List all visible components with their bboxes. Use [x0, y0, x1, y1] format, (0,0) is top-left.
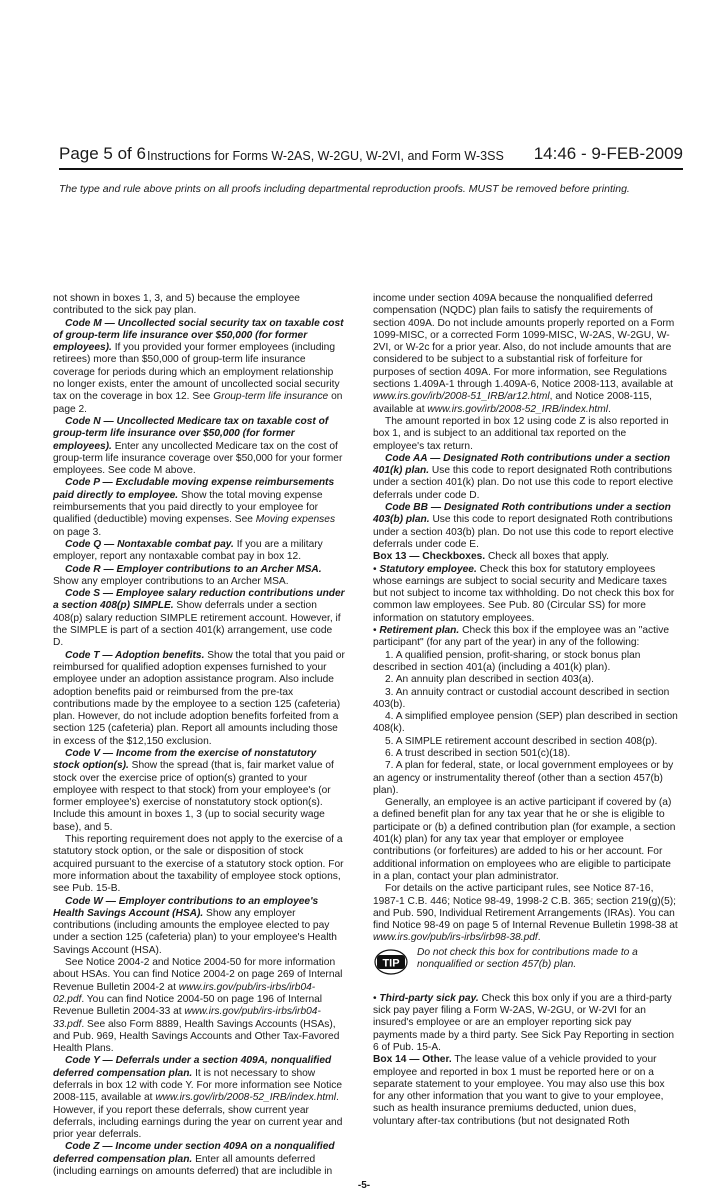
- paragraph: The amount reported in box 12 using code Z is also reported in box 1, and is subject to an additional tax reported on the employee's tax return.: [373, 415, 669, 452]
- paragraph: Generally, an employee is an active participant if covered by (a) a defined benefit plan for any tax year that he or she is eligible to participate or (b) a defined contribution plan (for example, a section 401(k) plan) for any tax year that employer or employee contributions (or forfeitures) are added to his or her account. For additional information on employees who are eligible to participate in a plan, contact your plan administrator.: [373, 797, 676, 882]
- list-item: 6. A trust described in section 501(c)(18).: [385, 747, 571, 759]
- box14-paragraph: Box 14 — Other. The lease value of a vehicle provided to your employee and reported in box 1 must be reported here or on a separate statement to your employee. You may also use this box for any other information that you want to give to your employee, such as health insurance premiums deducted, union dues, voluntary after-tax contributions (but not designated Roth: [373, 1054, 665, 1127]
- bullet-icon: •: [373, 992, 377, 1004]
- statutory-employee-paragraph: • Statutory employee. Check this box for statutory employees whose earnings are subject to social security and Medicare taxes but not subject to income tax withholding. Do not check this box for common law employees. See Pub. 80 (Circular SS) for more information on statutory employees.: [373, 563, 675, 624]
- tip-text: Do not check this box for contributions made to a nonqualified or section 457(b) plan.: [417, 946, 638, 971]
- list-item: 1. A qualified pension, profit-sharing, or stock bonus plan described in section 401(a) (including a 401(k) plan).: [373, 649, 641, 673]
- tip-label: TIP: [382, 957, 400, 970]
- link[interactable]: www.irs.gov/pub/irs-irbs/irb04-33.pdf: [53, 1006, 321, 1030]
- paragraph: This reporting requirement does not apply to the exercise of a statutory stock option, or the sale or disposition of stock acquired pursuant to the exercise of a statutory stock option. For more information about the taxability of employee stock options, see Pub. 15-B.: [53, 834, 344, 895]
- link[interactable]: www.irs.gov/irb/2008-52_IRB/index.html: [427, 403, 608, 415]
- list-item: 4. A simplified employee pension (SEP) plan described in section 408(k).: [373, 711, 678, 735]
- code-r-paragraph: Code R — Employer contributions to an Archer MSA. Show any employer contributions to an Archer MSA.: [53, 563, 322, 587]
- document-title: Instructions for Forms W-2AS, W-2GU, W-2VI, and Form W-3SS: [147, 149, 504, 163]
- page-header: [59, 140, 683, 170]
- tip-badge: [374, 949, 408, 975]
- code-v-paragraph: Code V — Income from the exercise of nonstatutory stock option(s). Show the spread (that is, fair market value of stock over the exercise price of option(s) granted to your employee with respect to that stock) from your employee's (or former employee's) exercise of nonstatutory stock option(s). Include this amount in boxes 1, 3 (up to social security wage base), and 5.: [53, 747, 334, 833]
- paragraph: For details on the active participant rules, see Notice 87-16, 1987-1 C.B. 446; Notice 98-49, 1998-2 C.B. 365; section 219(g)(5); and Pub. 590, Individual Retirement Arrangements (IRAs). You can find Notice 98-49 on page 5 of Internal Revenue Bulletin 1998-38 at www.irs.gov/pub/irs-irbs/irb98-38.pdf.: [373, 883, 678, 944]
- left-column: [53, 293, 345, 1178]
- paragraph: not shown in boxes 1, 3, and 5) because the employee contributed to the sick pay plan.: [53, 293, 300, 317]
- header-rule: [59, 168, 683, 170]
- paragraph: income under section 409A because the nonqualified deferred compensation (NQDC) plan fails to satisfy the requirements of section 409A. Do not include amounts properly reported on a Form 1099-MISC, or a corrected Form 1099-MISC, W-2AS, W-2GU, W-2VI, or W-2c for a prior year. Also, do not include amounts that are considered to be subject to a substantial risk of forfeiture for purposes of section 409A. For more information, see Regulations sections 1.409A-1 through 1.409A-6, Notice 2008-113, available at www.irs.gov/irb/2008-51_IRB/ar12.html, and Notice 2008-115, available at www.irs.gov/irb/2008-52_IRB/index.html.: [373, 293, 675, 415]
- link[interactable]: www.irs.gov/pub/irs-irbs/irb98-38.pdf: [373, 932, 538, 944]
- page-footer-number: -5-: [357, 1180, 371, 1191]
- code-t-paragraph: Code T — Adoption benefits. Show the total that you paid or reimbursed for qualified adoption expenses furnished to your employee under an adoption assistance program. Also include adoption benefits paid or reimbursed from the pre-tax contributions made by the employee to a section 125 (cafeteria) plan. However, do not include adoption benefits forfeited from a section 125 (cafeteria) plan. Report all amounts including those in excess of the $12,150 exclusion.: [53, 649, 345, 747]
- list-item: 7. A plan for federal, state, or local government employees or by an agency or instrumentality thereof (other than a section 457(b) plan).: [373, 760, 674, 796]
- link[interactable]: www.irs.gov/irb/2008-51_IRB/ar12.html: [373, 391, 550, 403]
- third-party-sick-pay-paragraph: • Third-party sick pay. Check this box only if you are a third-party sick pay payer filing a Form W-2AS, W-2GU, or W-2VI for an insured's employee or are an employer reporting sick pay payments made by a third party. See Sick Pay Reporting in section 6 of Pub. 15-A.: [373, 992, 675, 1053]
- code-m-paragraph: Code M — Uncollected social security tax on taxable cost of group-term life insurance over $50,000 (for former employees). If you provided your former employees (including retirees) more than $50,000 of group-term life insurance coverage for periods during which an employment relationship no longer exists, enter the amount of uncollected social security tax on the coverage in box 12. See Group-term life insurance on page 2.: [53, 317, 344, 415]
- code-aa-paragraph: Code AA — Designated Roth contributions under a section 401(k) plan. Use this code to report designated Roth contributions under a section 401(k) plan. Do not use this code to report elective deferrals under code D.: [373, 452, 674, 501]
- page-number: Page 5 of 6: [59, 144, 146, 163]
- code-q-paragraph: Code Q — Nontaxable combat pay. If you are a military employer, report any nontaxable combat pay in box 12.: [53, 538, 323, 563]
- proof-notice: The type and rule above prints on all proofs including departmental reproduction proofs. MUST be removed before printing.: [59, 183, 630, 195]
- code-bb-paragraph: Code BB — Designated Roth contributions under a section 403(b) plan. Use this code to report designated Roth contributions under a section 403(b) plan. Do not use this code to report elective deferrals under code E.: [373, 502, 674, 550]
- tip-icon: [373, 947, 409, 977]
- spacer: [373, 981, 678, 993]
- code-z-paragraph: Code Z — Income under section 409A on a nonqualified deferred compensation plan. Enter all amounts deferred (including earnings on amounts deferred) that are includible in: [53, 1141, 335, 1178]
- code-n-paragraph: Code N — Uncollected Medicare tax on taxable cost of group-term life insurance over $50,000 (for former employees). Enter any uncollected Medicare tax on the cost of group-term life insurance coverage over $50,000 for your former employees. See code M above.: [53, 415, 343, 477]
- code-p-paragraph: Code P — Excludable moving expense reimbursements paid directly to employee. Show the total moving expense reimbursements that you paid directly to your employee for qualified (deductible) moving expenses. See Moving expenses on page 3.: [53, 477, 336, 538]
- timestamp: 14:46 - 9-FEB-2009: [533, 144, 683, 163]
- code-w-paragraph: Code W — Employer contributions to an employee's Health Savings Account (HSA). Show any employer contributions (including amounts the employee elected to pay under a section 125 (cafeteria) plan) to your employee's Health Savings Account (HSA).: [53, 895, 337, 956]
- bullet-icon: •: [373, 625, 377, 637]
- right-column: [373, 293, 678, 1128]
- list-item: 3. An annuity contract or custodial account described in section 403(b).: [373, 686, 670, 710]
- list-item: 2. An annuity plan described in section 403(a).: [385, 674, 594, 686]
- code-y-paragraph: Code Y — Deferrals under a section 409A, nonqualified deferred compensation plan. It is not necessary to show deferrals in box 12 with code Y. For more information see Notice 2008-115, available at www.irs.gov/irb/2008-52_IRB/index.html. However, if you report these deferrals, show current year deferrals, including earnings during the year on current year and prior year deferrals.: [53, 1055, 343, 1141]
- link[interactable]: www.irs.gov/irb/2008-52_IRB/index.html: [155, 1092, 336, 1104]
- list-item: 5. A SIMPLE retirement account described in section 408(p).: [385, 735, 658, 747]
- code-s-paragraph: Code S — Employee salary reduction contributions under a section 408(p) SIMPLE. Show deferrals under a section 408(p) salary reduction SIMPLE retirement account. However, if the SIMPLE is part of a section 401(k) arrangement, use code D.: [53, 588, 345, 649]
- retirement-plan-paragraph: • Retirement plan. Check this box if the employee was an "active participant" (for any part of the year) in any of the following:: [373, 625, 669, 649]
- link[interactable]: www.irs.gov/pub/irs-irbs/irb04-02.pdf: [53, 981, 316, 1005]
- box13-paragraph: Box 13 — Checkboxes. Check all boxes that apply.: [373, 551, 609, 563]
- hsa-notice-paragraph: See Notice 2004-2 and Notice 2004-50 for more information about HSAs. You can find Notice 2004-2 on page 269 of Internal Revenue Bulletin 2004-2 at www.irs.gov/pub/irs-irbs/irb04-02.pdf. You can find Notice 2004-50 on page 196 of Internal Revenue Bulletin 2004-33 at www.irs.gov/pub/irs-irbs/irb04-33.pdf. See also Form 8889, Health Savings Accounts (HSAs), and Pub. 969, Health Savings Accounts and Other Tax-Favored Health Plans.: [53, 957, 343, 1055]
- tip-callout: [373, 947, 678, 977]
- bullet-icon: •: [373, 563, 377, 575]
